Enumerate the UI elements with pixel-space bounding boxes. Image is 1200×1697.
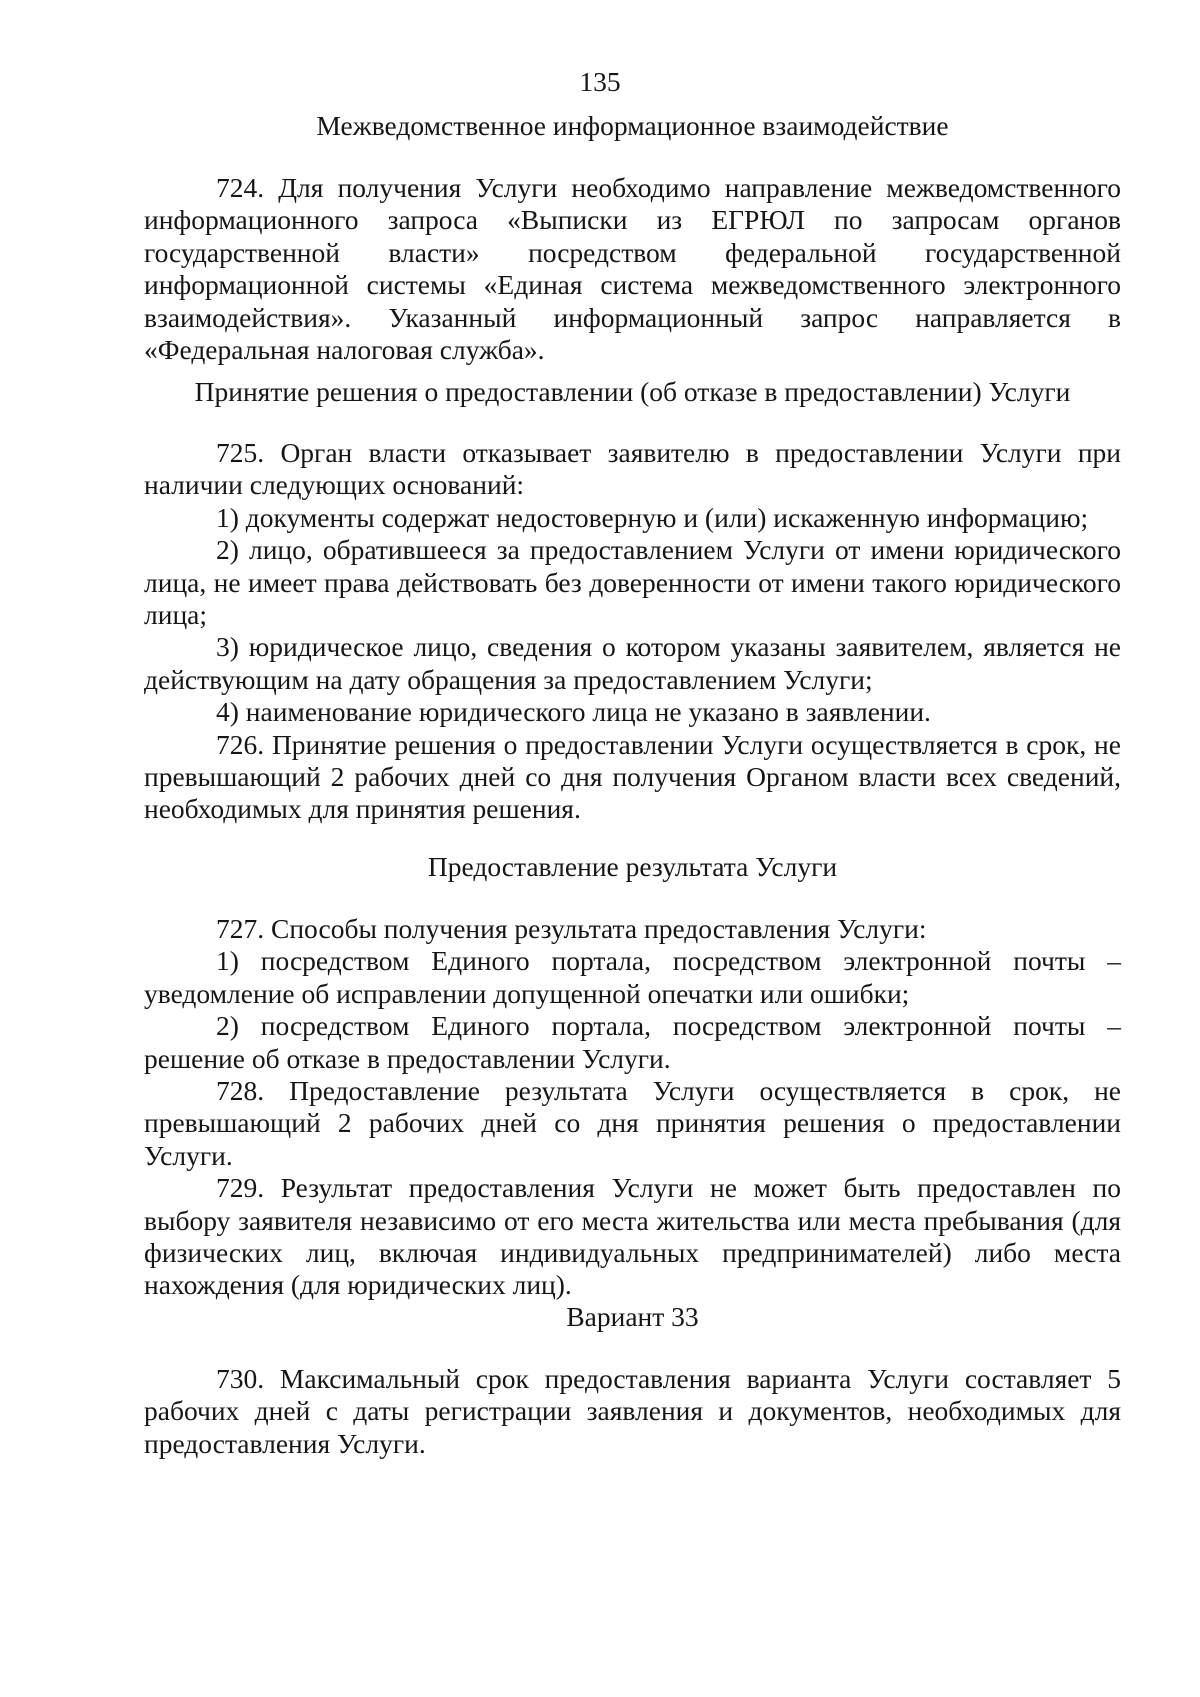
page-number: 135	[579, 66, 621, 97]
section-decision-body	[144, 437, 1121, 826]
paragraph-726: 726. Принятие решения о предоставлении Услуги осуществляется в срок, не превышающий 2 рабочих дней со дня получения Органом власти всех сведений, необходимых для принятия решения.	[144, 728, 1121, 825]
section-result-body	[144, 913, 1121, 1302]
paragraph-729: 729. Результат предоставления Услуги не может быть предоставлен по выбору заявителя независимо от его места жительства или места пребывания (для физических лиц, включая индивидуальных предпринимателей) либо места нахождения (для юридических лиц).	[144, 1172, 1121, 1301]
section-variant	[144, 1301, 1121, 1333]
paragraph-724: 724. Для получения Услуги необходимо направление межведомственного информационного запроса «Выписки из ЕГРЮЛ по запросам органов государственной власти» посредством федеральной государственной информационной системы «Единая система межведомственного электронного взаимодействия». Указанный информационный запрос направляется в «Федеральная налоговая служба».	[144, 172, 1121, 366]
section-interagency-body	[144, 172, 1121, 366]
section-decision	[144, 376, 1121, 408]
list-item-4: 4) наименование юридического лица не указано в заявлении.	[216, 696, 931, 728]
section-heading: Межведомственное информационное взаимодействие	[316, 110, 949, 141]
paragraph-730: 730. Максимальный срок предоставления варианта Услуги составляет 5 рабочих дней с даты регистрации заявления и документов, необходимых для предоставления Услуги.	[144, 1363, 1121, 1459]
list-item-3: 3) юридическое лицо, сведения о котором указаны заявителем, является не действующим на дату обращения за предоставлением Услуги;	[144, 631, 1121, 695]
list-item-2: 2) посредством Единого портала, посредством электронной почты – решение об отказе в предоставлении Услуги.	[144, 1010, 1121, 1074]
section-variant-body	[144, 1363, 1121, 1460]
section-interagency	[144, 110, 1121, 142]
section-heading: Вариант 33	[566, 1301, 699, 1332]
section-result	[144, 851, 1121, 883]
list-item-2: 2) лицо, обратившееся за предоставлением Услуги от имени юридического лица, не имеет права действовать без доверенности от имени такого юридического лица;	[144, 534, 1121, 631]
paragraph-727: 727. Способы получения результата предоставления Услуги:	[216, 913, 927, 944]
list-item-1: 1) документы содержат недостоверную и (или) искаженную информацию;	[216, 501, 1089, 533]
section-heading: Предоставление результата Услуги	[427, 851, 838, 882]
paragraph-728: 728. Предоставление результата Услуги осуществляется в срок, не превышающий 2 рабочих дней со дня принятия решения о предоставлении Услуги.	[144, 1075, 1121, 1171]
list-item-1: 1) посредством Единого портала, посредством электронной почты – уведомление об исправлении допущенной опечатки или ошибки;	[144, 945, 1121, 1009]
section-heading: Принятие решения о предоставлении (об отказе в предоставлении) Услуги	[194, 376, 1071, 407]
paragraph-725: 725. Орган власти отказывает заявителю в предоставлении Услуги при наличии следующих оснований:	[144, 437, 1121, 501]
